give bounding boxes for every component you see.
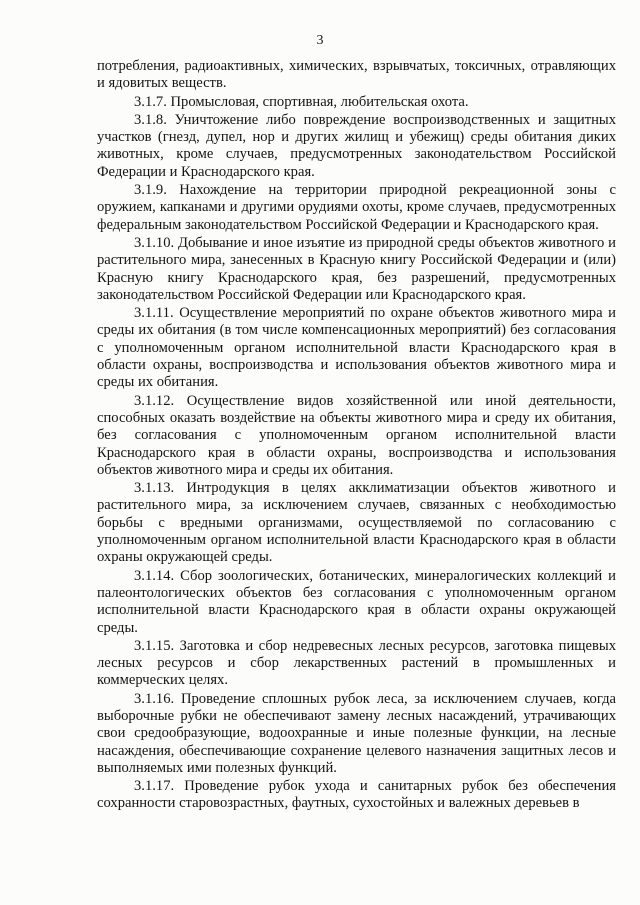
paragraph-3-1-12: 3.1.12. Осуществление видов хозяйственной или иной деятельности, способных оказать воздействие на объекты животного мира и среду их обитания, без согласования с уполномоченным органом исполнительной власти Краснодарского края в области охраны, воспроизводства и использования объектов животного мира и среды их обитания. <box>97 392 616 478</box>
paragraph-3-1-7: 3.1.7. Промысловая, спортивная, любительская охота. <box>134 93 469 110</box>
page-number: 3 <box>316 33 324 48</box>
paragraph-3-1-11: 3.1.11. Осуществление мероприятий по охране объектов животного мира и среды их обитания (в том числе компенсационных мероприятий) без согласования с уполномоченным органом исполнительной власти Краснодарского края в области охраны, воспроизводства и использования объектов животного мира и среды их обитания. <box>97 305 616 391</box>
paragraph-3-1-14: 3.1.14. Сбор зоологических, ботанических, минералогических коллекций и палеонтологических объектов без согласования с уполномоченным органом исполнительной власти Краснодарского края в области охраны окружающей среды. <box>97 567 616 636</box>
paragraph-3-1-9: 3.1.9. Нахождение на территории природной рекреационной зоны с оружием, капканами и другими орудиями охоты, кроме случаев, предусмотренных федеральным законодательством Российской Федерации и Краснодарского края. <box>97 182 616 233</box>
paragraph-3-1-10: 3.1.10. Добывание и иное изъятие из природной среды объектов животного и растительного мира, занесенных в Красную книгу Российской Федерации и (или) Красную книгу Краснодарского края, без разрешений, предусмотренных законодательством Российской Федерации или Краснодарского края. <box>97 234 616 303</box>
paragraph-3-1-8: 3.1.8. Уничтожение либо повреждение воспроизводственных и защитных участков (гнезд, дупел, нор и других жилищ и убежищ) среды обитания диких животных, кроме случаев, предусмотренных законодательством Российской Федерации и Краснодарского края. <box>97 111 616 180</box>
paragraph-3-1-13: 3.1.13. Интродукция в целях акклиматизации объектов животного и растительного мира, за исключением случаев, связанных с необходимостью борьбы с вредными организмами, осуществляемой по согласованию с уполномоченным органом исполнительной власти Краснодарского края в области охраны окружающей среды. <box>97 480 616 566</box>
paragraph-3-1-15: 3.1.15. Заготовка и сбор недревесных лесных ресурсов, заготовка пищевых лесных ресурсов и сбор лекарственных растений в промышленных и коммерческих целях. <box>97 637 616 689</box>
paragraph-3-1-16: 3.1.16. Проведение сплошных рубок леса, за исключением случаев, когда выборочные рубки не обеспечивают замену лесных насаждений, утрачивающих свои средообразующие, водоохранные и иные полезные функции, на лесные насаждения, обеспечивающие сохранение целевого назначения защитных лесов и выполняемых ими полезных функций. <box>97 690 616 776</box>
paragraph-3-1-17: 3.1.17. Проведение рубок ухода и санитарных рубок без обеспечения сохранности старовозрастных, фаутных, сухостойных и валежных деревьев в <box>97 778 616 812</box>
paragraph-continuation: потребления, радиоактивных, химических, взрывчатых, токсичных, отравляющих и ядовитых веществ. <box>97 58 616 92</box>
document-body <box>97 58 616 814</box>
